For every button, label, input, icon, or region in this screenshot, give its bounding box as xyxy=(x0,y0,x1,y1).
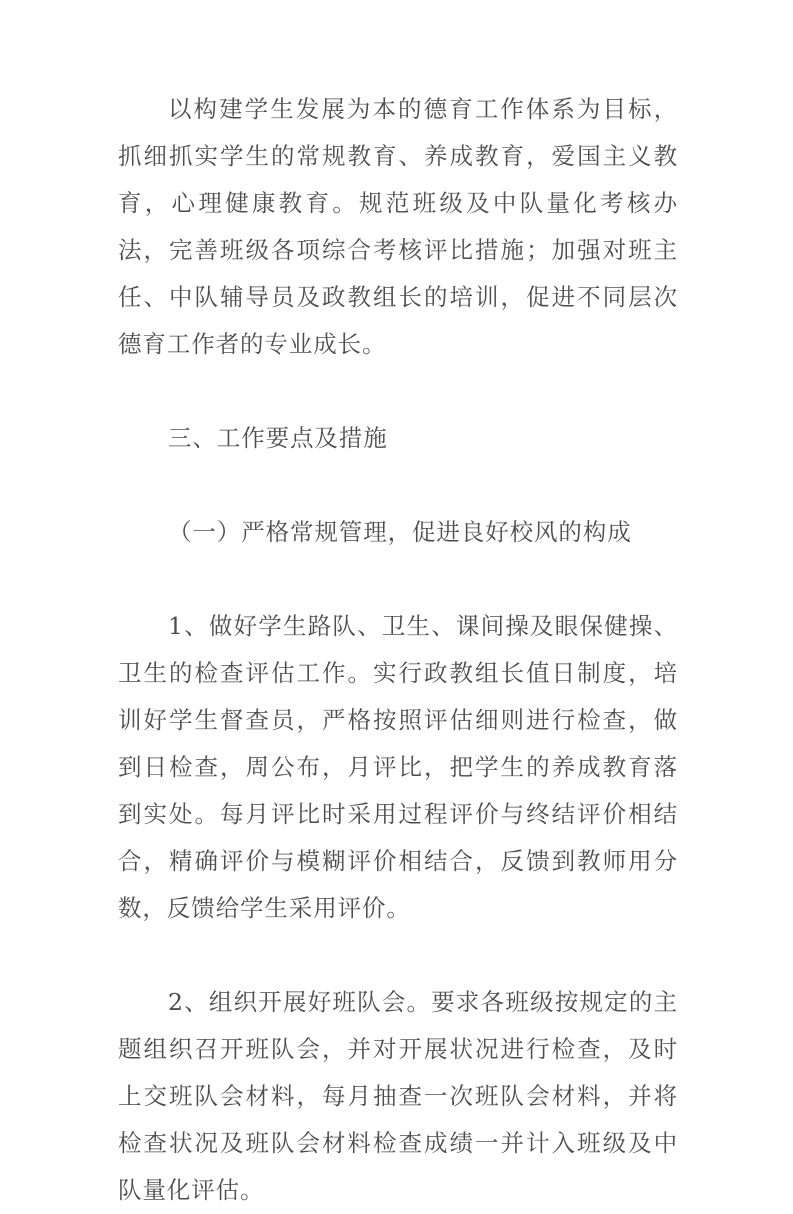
intro-paragraph: 以构建学生发展为本的德育工作体系为目标，抓细抓实学生的常规教育、养成教育，爱国主义教育，心理健康教育。规范班级及中队量化考核办法，完善班级各项综合考核评比措施；加强对班主任、中队辅导员及政教组长的培训，促进不同层次德育工作者的专业成长。 xyxy=(118,95,678,358)
subheading-spacer xyxy=(118,556,678,603)
list-item-2: 2、组织开展好班队会。要求各班级按规定的主题组织召开班队会，并对开展状况进行检查，及时上交班队会材料，每月抽查一次班队会材料，并将检查状况及班队会材料检查成绩一并计入班级及中队量化评估。 xyxy=(118,988,678,1204)
item-spacer xyxy=(118,932,678,979)
list-item-1: 1、做好学生路队、卫生、课间操及眼保健操、卫生的检查评估工作。实行政教组长值日制度，培训好学生督查员，严格按照评估细则进行检查，做到日检查，周公布，月评比，把学生的养成教育落到实处。每月评比时采用过程评价与终结评价相结合，精确评价与模糊评价相结合，反馈到教师用分数，反馈给学生采用评价。 xyxy=(118,612,678,922)
subsection-heading: （一）严格常规管理，促进良好校风的构成 xyxy=(168,518,632,546)
heading-spacer xyxy=(118,462,678,509)
paragraph-spacer xyxy=(118,368,678,415)
document-body xyxy=(118,86,678,1214)
section-heading: 三、工作要点及措施 xyxy=(168,424,388,452)
